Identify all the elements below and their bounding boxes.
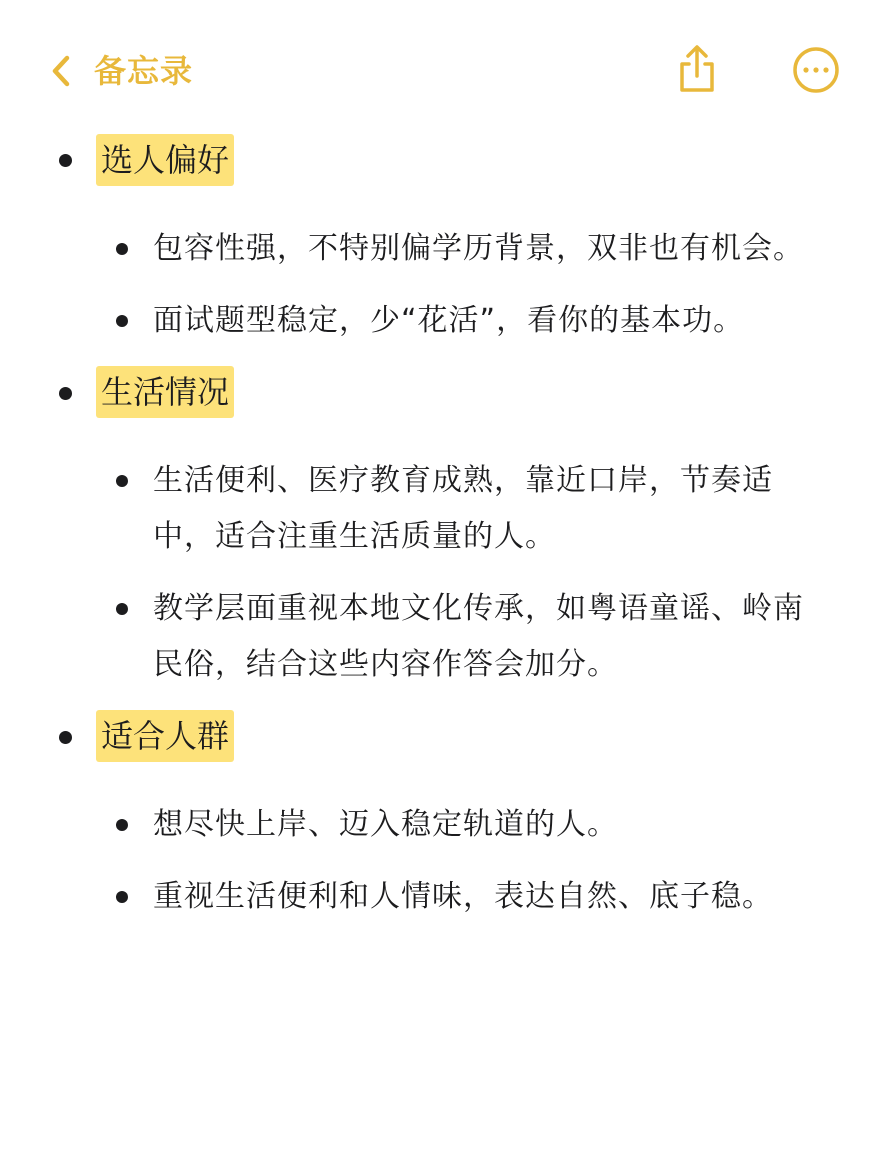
navigation-bar xyxy=(0,0,880,140)
section-heading: 适合人群 xyxy=(96,710,234,762)
more-button[interactable] xyxy=(792,46,840,94)
section-bullet xyxy=(59,154,72,167)
list-bullet xyxy=(116,891,128,903)
list-item: 面试题型稳定，少“花活”，看你的基本功。 xyxy=(153,303,745,338)
list-item: 包容性强，不特别偏学历背景，双非也有机会。 xyxy=(153,231,804,266)
list-bullet xyxy=(116,603,128,615)
share-button[interactable] xyxy=(674,44,720,94)
section-bullet xyxy=(59,731,72,744)
list-bullet xyxy=(116,315,128,327)
list-bullet xyxy=(116,243,128,255)
list-bullet xyxy=(116,819,128,831)
section-heading: 生活情况 xyxy=(96,366,234,418)
list-item: 想尽快上岸、迈入稳定轨道的人。 xyxy=(153,807,618,842)
list-bullet xyxy=(116,475,128,487)
list-item: 生活便利、医疗教育成熟，靠近口岸，节奏适中，适合注重生活质量的人。 xyxy=(153,463,773,554)
share-icon xyxy=(674,44,720,94)
more-ellipsis-icon xyxy=(792,46,840,94)
back-label: 备忘录 xyxy=(94,52,194,90)
list-item: 重视生活便利和人情味，表达自然、底子稳。 xyxy=(153,879,773,914)
section-heading: 选人偏好 xyxy=(96,134,234,186)
list-item: 教学层面重视本地文化传承，如粤语童谣、岭南民俗，结合这些内容作答会加分。 xyxy=(153,591,804,682)
section-bullet xyxy=(59,387,72,400)
back-button[interactable] xyxy=(50,44,193,98)
chevron-left-icon xyxy=(50,54,72,88)
